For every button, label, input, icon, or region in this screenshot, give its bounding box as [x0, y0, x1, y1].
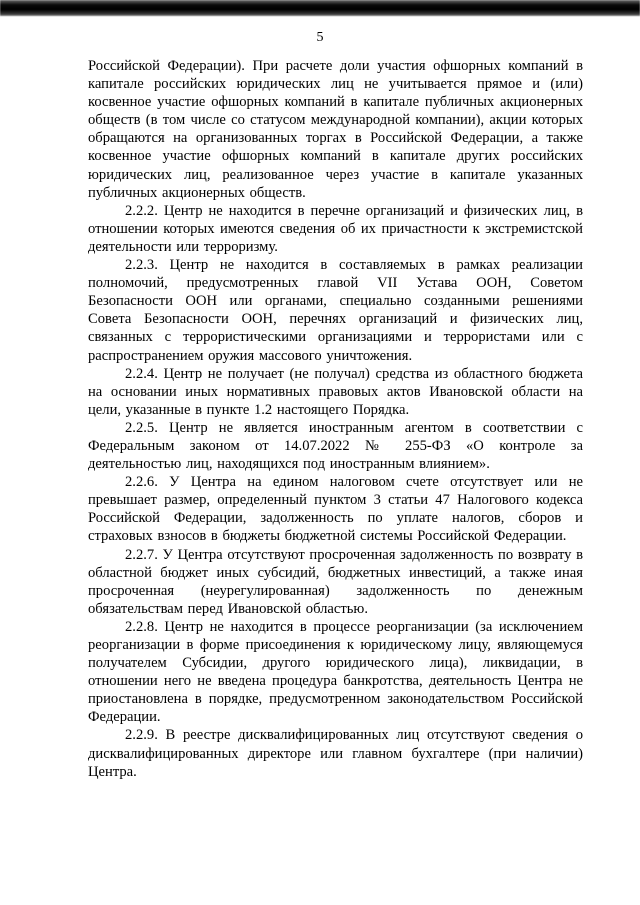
- paragraph-2-2-5: 2.2.5. Центр не является иностранным агентом в соответствии с Федеральным законом от 14.07.2022 № 255-ФЗ «О контроле за деятельностью лиц, находящихся под иностранным влиянием».: [88, 419, 583, 473]
- paragraph-2-2-3: 2.2.3. Центр не находится в составляемых в рамках реализации полномочий, предусмотренных главой VII Устава ООН, Советом Безопасности ООН или органами, специально созданными решениями Совета Безопасности ООН, перечнях организаций и физических лиц, связанных с террористическими организациями и террористами или с распространением оружия массового уничтожения.: [88, 257, 583, 364]
- paragraph-2-2-4: 2.2.4. Центр не получает (не получал) средства из областного бюджета на основании иных нормативных правовых актов Ивановской области на цели, указанные в пункте 1.2 настоящего Порядка.: [88, 365, 583, 418]
- document-body: [88, 57, 583, 781]
- paragraph-2-2-9: 2.2.9. В реестре дисквалифицированных лиц отсутствуют сведения о дисквалифицированных директоре или главном бухгалтере (при наличии) Центра.: [88, 727, 583, 780]
- scan-artifact-bar: [0, 0, 640, 16]
- paragraph-continuation: Российской Федерации). При расчете доли участия офшорных компаний в капитале российских юридических лиц не учитывается прямое и (или) косвенное участие офшорных компаний в капитале публичных акционерных обществ (в том числе со статусом международной компании), акции которых обращаются на организованных торгах в Российской Федерации, а также косвенное участие офшорных компаний в капитале других российских юридических лиц, реализованное через участие в капитале указанных публичных акционерных обществ.: [88, 58, 583, 201]
- paragraph-2-2-6: 2.2.6. У Центра на едином налоговом счете отсутствует или не превышает размер, определенный пунктом 3 статьи 47 Налогового кодекса Российской Федерации, задолженность по уплате налогов, сборов и страховых взносов в бюджеты бюджетной системы Российской Федерации.: [88, 474, 583, 545]
- paragraph-2-2-7: 2.2.7. У Центра отсутствуют просроченная задолженность по возврату в областной бюджет иных субсидий, бюджетных инвестиций, а также иная просроченная (неурегулированная) задолженность по денежным обязательствам перед Ивановской областью.: [88, 546, 583, 617]
- paragraph-2-2-8: 2.2.8. Центр не находится в процессе реорганизации (за исключением реорганизации в форме присоединения к юридическому лицу, являющемуся получателем Субсидии, другого юридического лица), ликвидации, в отношении него не введена процедура банкротства, деятельность Центра не приостановлена в порядке, предусмотренном законодательством Российской Федерации.: [88, 618, 583, 726]
- paragraph-2-2-2: 2.2.2. Центр не находится в перечне организаций и физических лиц, в отношении которых имеются сведения об их причастности к экстремистской деятельности или терроризму.: [88, 202, 583, 255]
- page-number: 5: [316, 30, 324, 45]
